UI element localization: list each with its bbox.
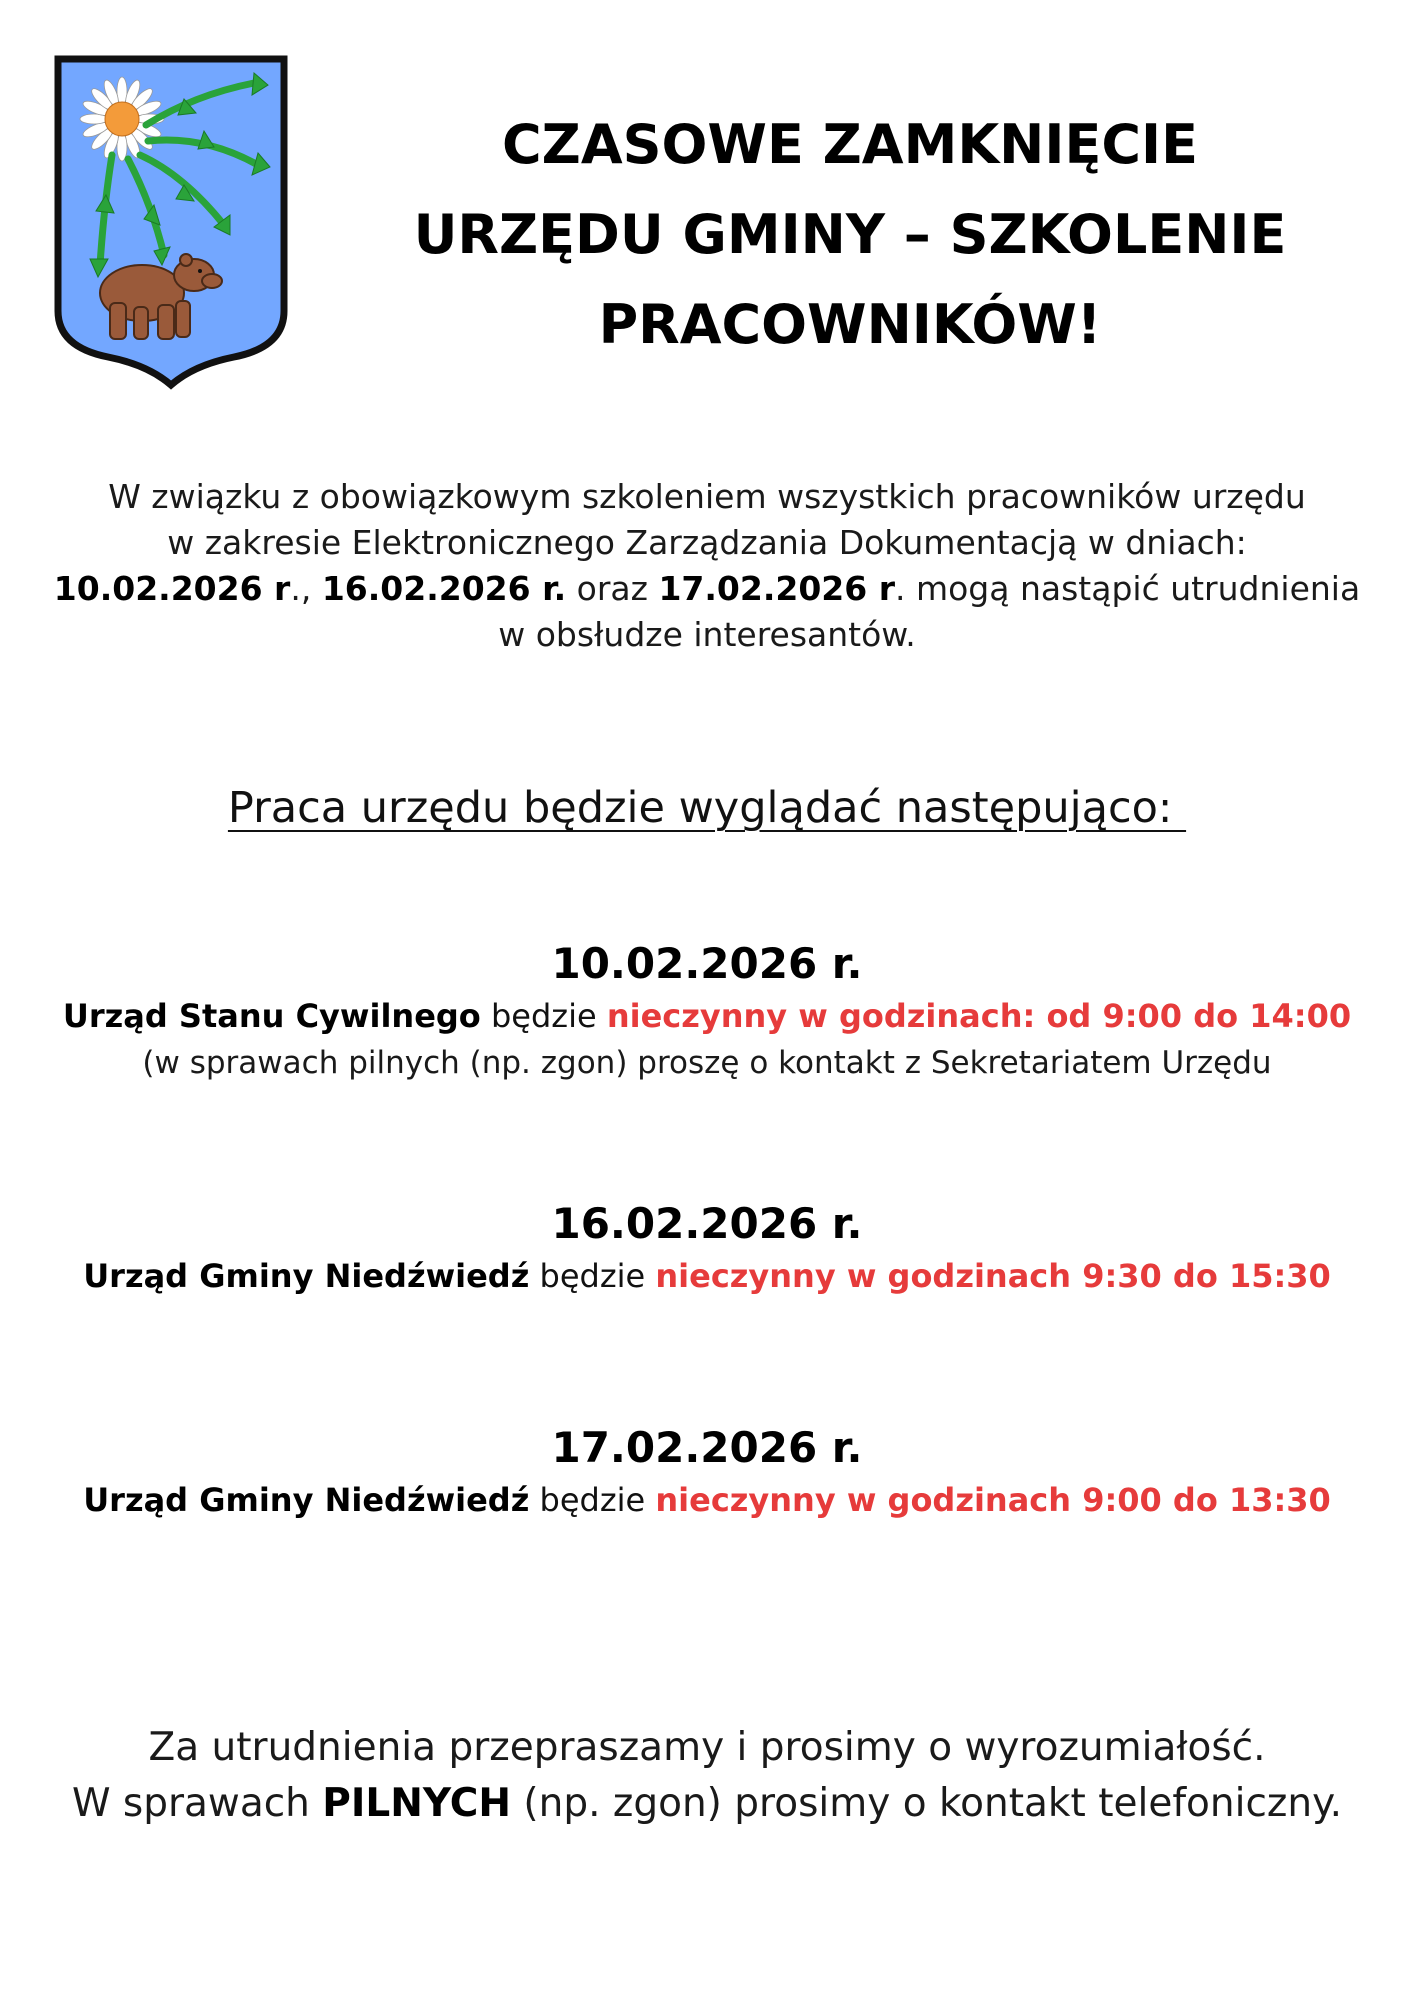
title-line-2: URZĘDU GMINY – SZKOLENIE (413, 203, 1287, 266)
section-status-row (0, 992, 1414, 1040)
coat-of-arms-logo (54, 55, 288, 391)
footer-line-2 (0, 1776, 1414, 1832)
section-status-row (0, 1476, 1414, 1524)
page-title (330, 100, 1370, 370)
intro-paragraph (0, 474, 1414, 658)
schedule-section-3 (0, 1420, 1414, 1524)
schedule-heading-text: Praca urzędu będzie wyglądać następująco: (227, 783, 1187, 833)
footer-urgent-emphasis: PILNYCH (322, 1781, 511, 1826)
footer-line-2-start: W sprawach (71, 1781, 323, 1826)
coat-of-arms-bear-sunflower-icon (54, 55, 288, 391)
footer-line-2-end: (np. zgon) prosimy o kontakt telefoniczny. (511, 1781, 1343, 1826)
section-office: Urząd Gminy Niedźwiedź (83, 1481, 530, 1519)
intro-separator-1: ., (290, 569, 322, 608)
section-verb: będzie (529, 1481, 656, 1519)
section-verb: będzie (480, 997, 607, 1035)
section-date: 16.02.2026 r. (551, 1199, 863, 1248)
section-note: (w sprawach pilnych (np. zgon) proszę o kontakt z Sekretariatem Urzędu (142, 1045, 1272, 1081)
section-status: nieczynny w godzinach: od 9:00 do 14:00 (606, 997, 1352, 1035)
intro-date-3: 17.02.2026 r (658, 569, 895, 608)
intro-line-4: w obsłudze interesantów. (498, 615, 916, 654)
section-date: 17.02.2026 r. (551, 1423, 863, 1472)
footer-line-1: Za utrudnienia przepraszamy i prosimy o wyrozumiałość. (148, 1725, 1266, 1770)
section-status: nieczynny w godzinach 9:00 do 13:30 (655, 1481, 1331, 1519)
intro-separator-2: oraz (566, 569, 659, 608)
section-date: 10.02.2026 r. (551, 939, 863, 988)
title-line-1: CZASOWE ZAMKNIĘCIE (502, 113, 1198, 176)
intro-line-2: w zakresie Elektronicznego Zarządzania Dokumentacją w dniach: (167, 523, 1247, 562)
section-office: Urząd Stanu Cywilnego (62, 997, 481, 1035)
section-status-row (0, 1252, 1414, 1300)
intro-line-3 (0, 566, 1414, 612)
schedule-heading (0, 778, 1414, 838)
intro-line-3-end: . mogą nastąpić utrudnienia (894, 569, 1361, 608)
schedule-section-1 (0, 936, 1414, 1086)
section-status: nieczynny w godzinach 9:30 do 15:30 (655, 1257, 1331, 1295)
intro-line-1: W związku z obowiązkowym szkoleniem wszystkich pracowników urzędu (108, 477, 1306, 516)
section-verb: będzie (529, 1257, 656, 1295)
schedule-section-2 (0, 1196, 1414, 1300)
section-office: Urząd Gminy Niedźwiedź (83, 1257, 530, 1295)
intro-date-1: 10.02.2026 r (53, 569, 291, 608)
title-line-3: PRACOWNIKÓW! (598, 293, 1102, 356)
intro-date-2: 16.02.2026 r. (321, 569, 567, 608)
footer-paragraph (0, 1720, 1414, 1832)
